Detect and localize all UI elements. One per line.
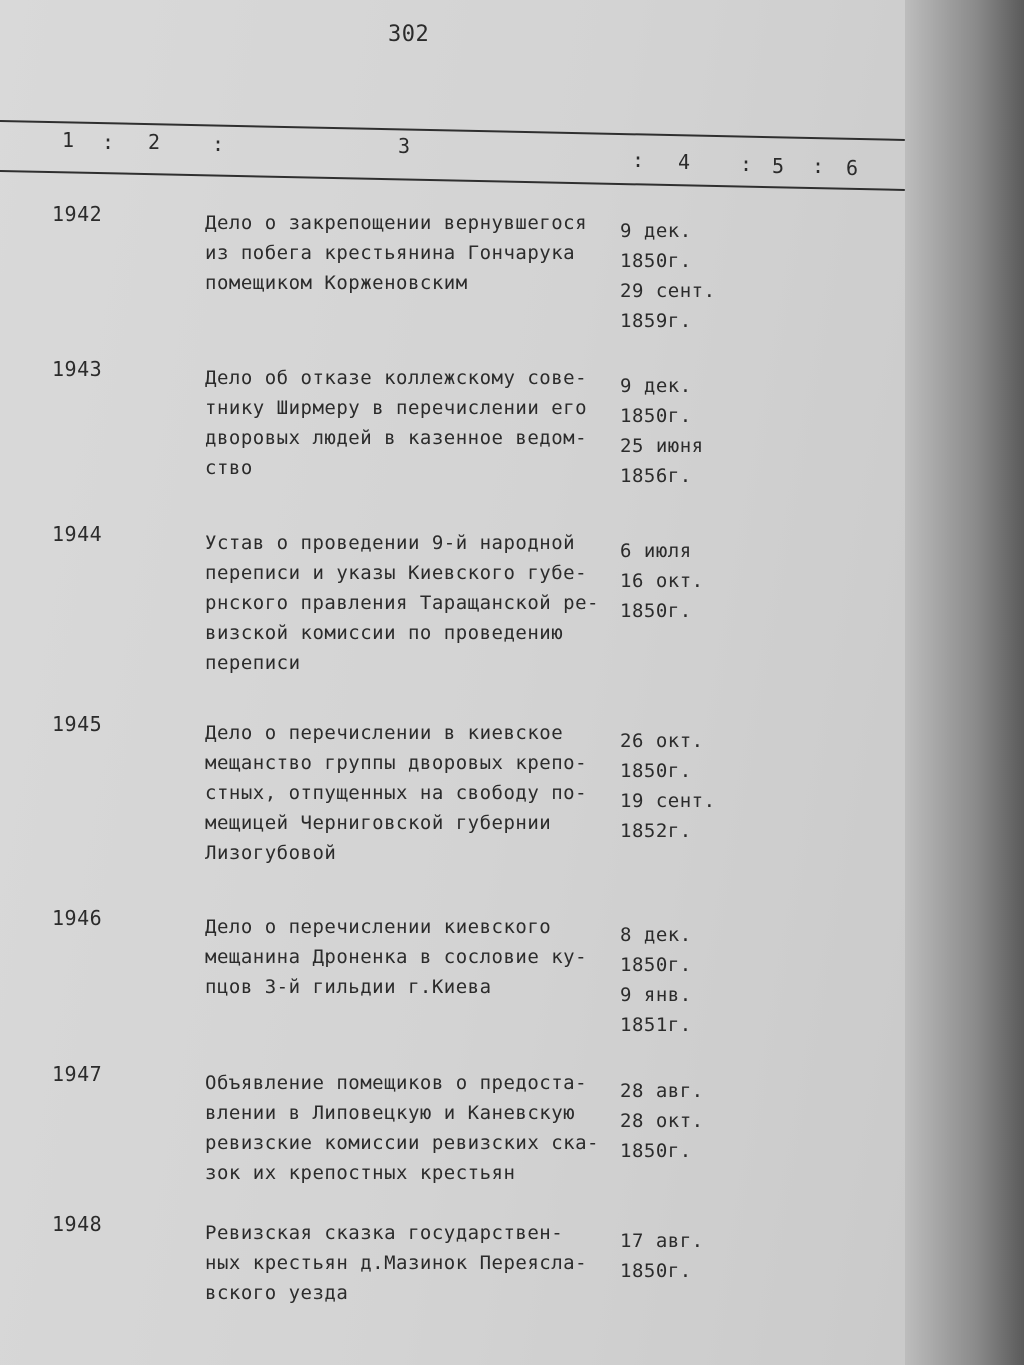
entry-title: Дело о перечислении киевского мещанина Дроненка в сословие ку- пцов 3-й гильдии г.Киева: [205, 916, 588, 998]
entry-number: 1948: [52, 1212, 103, 1236]
entry-title: Устав о проведении 9-й народной переписи и указы Киевского губе- рнского правления Таращанской ре- визской комиссии по проведению переписи: [205, 532, 599, 674]
entry-dates: 26 окт. 1850г. 19 сент. 1852г.: [620, 730, 716, 842]
page-edge-shadow: [905, 0, 1024, 1365]
column-header-2: 2: [148, 130, 161, 154]
header-rule-top: [0, 120, 905, 141]
column-separator: :: [632, 148, 645, 172]
entry-title: Дело о закрепощении вернувшегося из побега крестьянина Гончарука помещиком Корженовским: [205, 212, 588, 294]
entry-dates: 28 авг. 28 окт. 1850г.: [620, 1080, 704, 1162]
entry-dates: 6 июля 16 окт. 1850г.: [620, 540, 704, 622]
entry-title: Дело об отказе коллежскому сове- тнику Ширмеру в перечислении его дворовых людей в казенное ведом- ство: [205, 367, 588, 479]
entry-dates: 9 дек. 1850г. 29 сент. 1859г.: [620, 220, 716, 332]
entry-number: 1944: [52, 522, 103, 546]
column-header-3: 3: [398, 134, 411, 158]
entry-title: Объявление помещиков о предоста- влении в Липовецкую и Каневскую ревизские комиссии ревизских ска- зок их крепостных крестьян: [205, 1072, 599, 1184]
entry-dates: 9 дек. 1850г. 25 июня 1856г.: [620, 375, 704, 487]
header-rule-bottom: [0, 170, 905, 191]
column-header-4: 4: [678, 150, 691, 174]
entry-number: 1945: [52, 712, 103, 736]
column-header-6: 6: [846, 156, 859, 180]
column-header-5: 5: [772, 154, 785, 178]
entry-dates: 8 дек. 1850г. 9 янв. 1851г.: [620, 924, 692, 1036]
entry-number: 1946: [52, 906, 103, 930]
column-separator: :: [102, 130, 115, 154]
entry-number: 1943: [52, 357, 103, 381]
page-number: 302: [388, 22, 430, 47]
column-separator: :: [812, 154, 825, 178]
entry-title: Ревизская сказка государствен- ных крестьян д.Мазинок Переясла- вского уезда: [205, 1222, 588, 1304]
entry-number: 1942: [52, 202, 103, 226]
column-separator: :: [212, 132, 225, 156]
entry-title: Дело о перечислении в киевское мещанство группы дворовых крепо- стных, отпущенных на свободу по- мещицей Черниговской губернии Лизогубовой: [205, 722, 588, 864]
column-header-1: 1: [62, 128, 75, 152]
column-separator: :: [740, 152, 753, 176]
entry-dates: 17 авг. 1850г.: [620, 1230, 704, 1282]
entry-number: 1947: [52, 1062, 103, 1086]
